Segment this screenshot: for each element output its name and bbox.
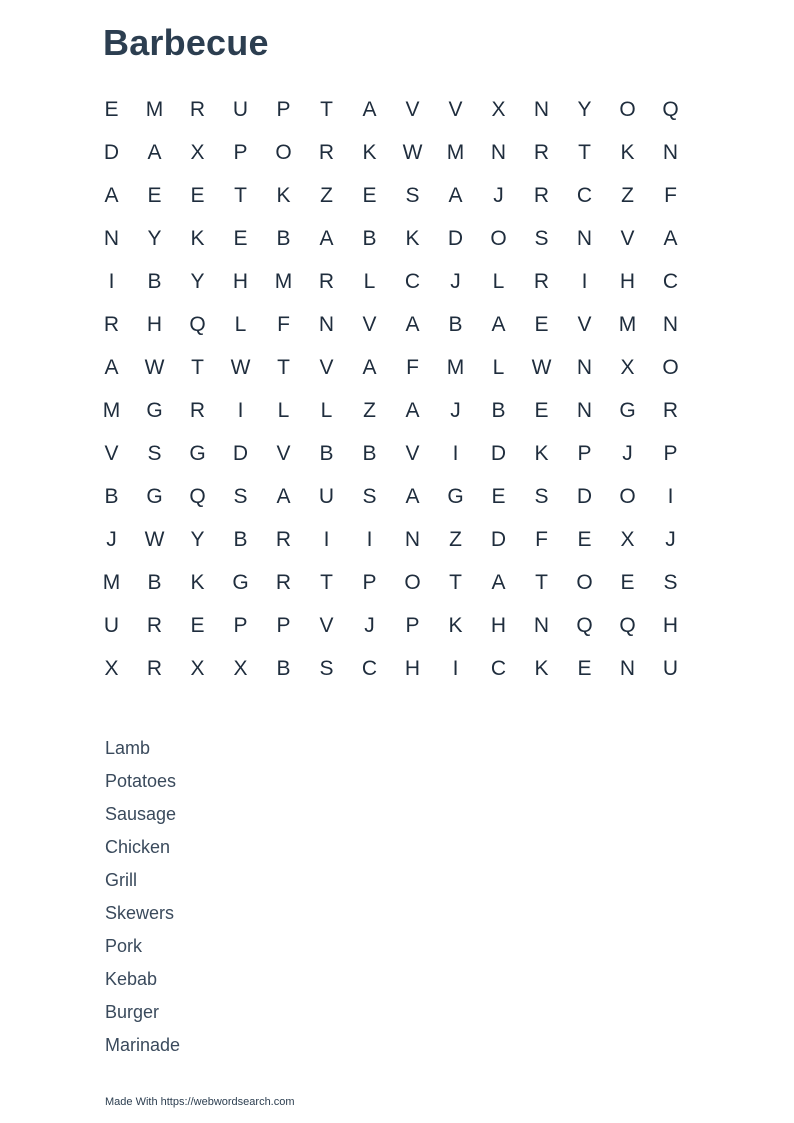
grid-cell: A	[276, 484, 291, 508]
grid-cell: R	[318, 140, 335, 164]
grid-cell: L	[320, 398, 333, 422]
word-list-item: Kebab	[105, 969, 158, 989]
footer-credit: Made With https://webwordsearch.com	[105, 1096, 295, 1108]
grid-cell: F	[535, 527, 548, 551]
grid-cell: D	[576, 484, 593, 508]
grid-cell: N	[662, 312, 679, 336]
grid-cell: O	[619, 97, 636, 121]
grid-cell: E	[190, 613, 205, 637]
grid-cell: R	[275, 570, 292, 594]
grid-cell: A	[663, 226, 678, 250]
grid-cell: R	[189, 97, 206, 121]
grid-cell: A	[448, 183, 463, 207]
grid-cell: U	[103, 613, 120, 637]
grid-cell: W	[144, 527, 165, 551]
grid-cell: C	[404, 269, 421, 293]
grid-cell: E	[104, 97, 119, 121]
grid-cell: D	[490, 441, 507, 465]
grid-cell: M	[102, 398, 121, 422]
grid-cell: K	[620, 140, 635, 164]
grid-cell: O	[576, 570, 593, 594]
grid-cell: B	[448, 312, 463, 336]
grid-cell: L	[277, 398, 290, 422]
grid-cell: G	[146, 484, 163, 508]
grid-cell: P	[276, 613, 291, 637]
grid-cell: A	[104, 355, 119, 379]
grid-cell: N	[490, 140, 507, 164]
grid-cell: T	[234, 183, 247, 207]
grid-cell: S	[534, 484, 549, 508]
grid-cell: V	[319, 613, 334, 637]
word-list-item: Potatoes	[105, 771, 177, 791]
grid-cell: H	[662, 613, 679, 637]
grid-cell: E	[577, 527, 592, 551]
grid-cell: R	[533, 269, 550, 293]
grid-cell: N	[103, 226, 120, 250]
grid-cell: Z	[621, 183, 634, 207]
grid-cell: S	[319, 656, 334, 680]
grid-cell: Y	[147, 226, 162, 250]
grid-cell: C	[576, 183, 593, 207]
grid-cell: G	[232, 570, 249, 594]
grid-cell: O	[619, 484, 636, 508]
grid-cell: X	[190, 140, 205, 164]
grid-cell: H	[146, 312, 163, 336]
grid-cell: V	[405, 97, 420, 121]
grid-cell: X	[233, 656, 248, 680]
grid-cell: J	[450, 269, 461, 293]
grid-cell: N	[404, 527, 421, 551]
grid-cell: Y	[190, 527, 205, 551]
grid-cell: P	[362, 570, 377, 594]
grid-cell: G	[447, 484, 464, 508]
grid-cell: K	[534, 656, 549, 680]
grid-cell: V	[104, 441, 119, 465]
grid-cell: A	[104, 183, 119, 207]
grid-cell: E	[233, 226, 248, 250]
grid-cell: O	[662, 355, 679, 379]
grid-cell: N	[576, 355, 593, 379]
grid-cell: N	[318, 312, 335, 336]
grid-cell: B	[147, 269, 162, 293]
grid-cell: E	[491, 484, 506, 508]
grid-cell: E	[147, 183, 162, 207]
grid-cell: M	[274, 269, 293, 293]
grid-cell: X	[491, 97, 506, 121]
grid-cell: G	[146, 398, 163, 422]
grid-cell: C	[490, 656, 507, 680]
grid-cell: V	[577, 312, 592, 336]
grid-cell: Z	[363, 398, 376, 422]
grid-cell: N	[576, 226, 593, 250]
grid-cell: T	[535, 570, 548, 594]
grid-cell: E	[534, 312, 549, 336]
grid-cell: M	[446, 355, 465, 379]
grid-cell: V	[448, 97, 463, 121]
grid-cell: V	[362, 312, 377, 336]
grid-cell: E	[534, 398, 549, 422]
grid-cell: G	[619, 398, 636, 422]
grid-cell: T	[320, 570, 333, 594]
grid-cell: I	[237, 398, 244, 422]
grid-cell: A	[319, 226, 334, 250]
grid-cell: I	[452, 656, 459, 680]
grid-cell: A	[362, 97, 377, 121]
grid-cell: K	[362, 140, 377, 164]
grid-cell: M	[446, 140, 465, 164]
grid-cell: N	[533, 613, 550, 637]
grid-cell: B	[276, 226, 291, 250]
grid-cell: F	[406, 355, 419, 379]
grid-cell: K	[190, 570, 205, 594]
grid-cell: K	[190, 226, 205, 250]
grid-cell: K	[448, 613, 463, 637]
grid-cell: A	[405, 484, 420, 508]
grid-cell: W	[531, 355, 552, 379]
grid-cell: J	[665, 527, 676, 551]
letter-grid	[90, 88, 692, 690]
grid-cell: Q	[576, 613, 593, 637]
grid-cell: O	[490, 226, 507, 250]
grid-cell: J	[364, 613, 375, 637]
grid-cell: E	[577, 656, 592, 680]
grid-cell: Q	[189, 484, 206, 508]
grid-cell: H	[232, 269, 249, 293]
grid-cell: H	[404, 656, 421, 680]
grid-cell: I	[366, 527, 373, 551]
grid-cell: X	[190, 656, 205, 680]
grid-cell: I	[452, 441, 459, 465]
grid-cell: T	[578, 140, 591, 164]
grid-cell: R	[275, 527, 292, 551]
grid-cell: I	[667, 484, 674, 508]
grid-cell: J	[106, 527, 117, 551]
grid-cell: N	[619, 656, 636, 680]
word-list	[105, 737, 180, 1067]
grid-cell: A	[491, 570, 506, 594]
grid-cell: R	[103, 312, 120, 336]
grid-cell: S	[663, 570, 678, 594]
grid-cell: J	[450, 398, 461, 422]
grid-cell: L	[492, 355, 505, 379]
grid-cell: B	[104, 484, 119, 508]
grid-cell: N	[662, 140, 679, 164]
grid-cell: V	[405, 441, 420, 465]
grid-cell: B	[319, 441, 334, 465]
grid-cell: L	[234, 312, 247, 336]
grid-cell: X	[620, 527, 635, 551]
grid-cell: F	[664, 183, 677, 207]
grid-cell: B	[147, 570, 162, 594]
grid-cell: I	[581, 269, 588, 293]
word-list-item: Burger	[105, 1002, 160, 1022]
grid-cell: I	[108, 269, 115, 293]
grid-cell: T	[191, 355, 204, 379]
grid-cell: B	[362, 226, 377, 250]
grid-cell: Y	[190, 269, 205, 293]
grid-cell: N	[576, 398, 593, 422]
grid-cell: R	[662, 398, 679, 422]
grid-cell: E	[190, 183, 205, 207]
grid-cell: D	[490, 527, 507, 551]
grid-cell: W	[402, 140, 423, 164]
grid-cell: U	[232, 97, 249, 121]
grid-cell: K	[405, 226, 420, 250]
grid-cell: V	[319, 355, 334, 379]
grid-cell: D	[232, 441, 249, 465]
grid-cell: Q	[189, 312, 206, 336]
grid-cell: P	[663, 441, 678, 465]
grid-cell: L	[363, 269, 376, 293]
grid-cell: R	[533, 140, 550, 164]
grid-cell: A	[362, 355, 377, 379]
grid-cell: R	[146, 613, 163, 637]
word-list-item: Pork	[105, 936, 143, 956]
grid-cell: E	[362, 183, 377, 207]
grid-cell: C	[662, 269, 679, 293]
grid-cell: P	[577, 441, 592, 465]
word-list-item: Marinade	[105, 1035, 181, 1055]
grid-cell: B	[233, 527, 248, 551]
grid-cell: N	[533, 97, 550, 121]
grid-cell: M	[102, 570, 121, 594]
grid-cell: L	[492, 269, 505, 293]
grid-cell: V	[620, 226, 635, 250]
grid-cell: R	[146, 656, 163, 680]
grid-cell: X	[104, 656, 119, 680]
grid-cell: O	[404, 570, 421, 594]
grid-cell: Q	[662, 97, 679, 121]
grid-cell: H	[619, 269, 636, 293]
word-list-item: Chicken	[105, 837, 171, 857]
grid-cell: A	[405, 312, 420, 336]
grid-cell: A	[147, 140, 162, 164]
grid-cell: H	[490, 613, 507, 637]
grid-cell: B	[276, 656, 291, 680]
grid-cell: R	[318, 269, 335, 293]
grid-cell: P	[405, 613, 420, 637]
grid-cell: S	[534, 226, 549, 250]
grid-cell: K	[276, 183, 291, 207]
grid-cell: S	[233, 484, 248, 508]
grid-cell: A	[405, 398, 420, 422]
grid-cell: Y	[577, 97, 592, 121]
grid-cell: Q	[619, 613, 636, 637]
grid-cell: S	[405, 183, 420, 207]
grid-cell: J	[622, 441, 633, 465]
grid-cell: X	[620, 355, 635, 379]
grid-cell: W	[144, 355, 165, 379]
grid-cell: T	[449, 570, 462, 594]
grid-cell: R	[189, 398, 206, 422]
grid-cell: P	[233, 613, 248, 637]
grid-cell: J	[493, 183, 504, 207]
grid-cell: P	[276, 97, 291, 121]
grid-cell: B	[491, 398, 506, 422]
grid-cell: M	[145, 97, 164, 121]
grid-cell: W	[230, 355, 251, 379]
grid-cell: F	[277, 312, 290, 336]
page-title: Barbecue	[103, 22, 269, 63]
grid-cell: A	[491, 312, 506, 336]
grid-cell: S	[147, 441, 162, 465]
grid-cell: T	[277, 355, 290, 379]
grid-cell: U	[318, 484, 335, 508]
grid-cell: Z	[320, 183, 333, 207]
word-list-item: Lamb	[105, 738, 151, 758]
grid-cell: K	[534, 441, 549, 465]
grid-cell: U	[662, 656, 679, 680]
word-list-item: Skewers	[105, 903, 175, 923]
grid-cell: Z	[449, 527, 462, 551]
grid-cell: I	[323, 527, 330, 551]
grid-cell: S	[362, 484, 377, 508]
word-list-item: Grill	[105, 870, 137, 890]
grid-cell: V	[276, 441, 291, 465]
grid-cell: M	[618, 312, 637, 336]
grid-cell: R	[533, 183, 550, 207]
grid-cell: C	[361, 656, 378, 680]
grid-cell: O	[275, 140, 292, 164]
word-list-item: Sausage	[105, 804, 177, 824]
grid-cell: P	[233, 140, 248, 164]
grid-cell: D	[447, 226, 464, 250]
grid-cell: E	[620, 570, 635, 594]
grid-cell: G	[189, 441, 206, 465]
grid-cell: B	[362, 441, 377, 465]
grid-cell: T	[320, 97, 333, 121]
grid-cell: D	[103, 140, 120, 164]
